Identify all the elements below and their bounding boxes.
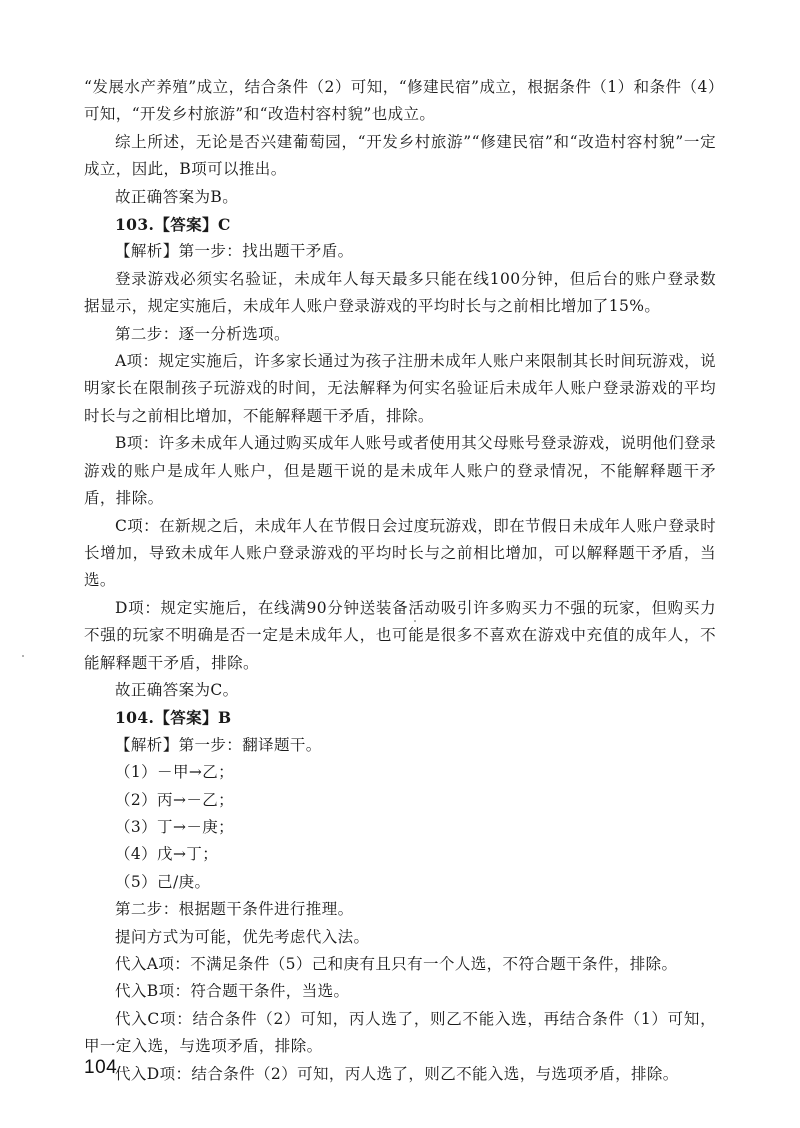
paragraph-q104-option-d: 代入D项：结合条件（2）可知，丙人选了，则乙不能入选，与选项矛盾，排除。 — [115, 1064, 679, 1083]
paragraph-q103-step1: 【解析】第一步：找出题干矛盾。 — [115, 242, 354, 261]
paragraph-q103-option-b: B项：许多未成年人通过购买成年人账号或者使用其父母账号登录游戏，说明他们登录游戏的账户是成年人账户，但是题干说的是未成年人账户的登录情况，不能解释题干矛盾，排除。 — [84, 434, 716, 508]
paragraph-q103-option-a: A项：规定实施后，许多家长通过为孩子注册未成年人账户来限制其长时间玩游戏，说明家长在限制孩子玩游戏的时间，无法解释为何实名验证后未成年人账户登录游戏的平均时长与之前相比增加，不能解释题干矛盾，排除。 — [84, 352, 716, 425]
paragraph-q104-step1: 【解析】第一步：翻译题干。 — [115, 735, 322, 754]
condition-3: （3）丁→－庚； — [115, 817, 235, 836]
paragraph-q103-contradiction: 登录游戏必须实名验证，未成年人每天最多只能在线100分钟，但后台的账户登录数据显示，规定实施后，未成年人账户登录游戏的平均时长与之前相比增加了15%。 — [84, 269, 716, 316]
paragraph-q103-option-c: C项：在新规之后，未成年人在节假日会过度玩游戏，即在节假日未成年人账户登录时长增加，导致未成年人账户登录游戏的平均时长与之前相比增加，可以解释题干矛盾，当选。 — [84, 516, 716, 590]
paragraph-q104-option-b: 代入B项：符合题干条件，当选。 — [115, 982, 350, 1001]
condition-2: （2）丙→－乙； — [115, 790, 235, 809]
heading-q104-answer: 104.【答案】B — [115, 708, 232, 728]
paragraph-q104-method: 提问方式为可能，优先考虑代入法。 — [115, 927, 370, 946]
condition-5: （5）己/庚。 — [115, 872, 211, 891]
paragraph-q102-answer: 故正确答案为B。 — [115, 187, 239, 206]
scan-speck — [414, 620, 416, 622]
page-number: 104 — [84, 1057, 118, 1078]
paragraph-q104-option-a: 代入A项：不满足条件（5）己和庚有且只有一个人选，不符合题干条件，排除。 — [115, 955, 678, 973]
paragraph-q104-step2: 第二步：根据题干条件进行推理。 — [115, 900, 354, 919]
condition-4: （4）戊→丁； — [115, 845, 219, 864]
paragraph-q104-option-c: 代入C项：结合条件（2）可知，丙人选了，则乙不能入选，再结合条件（1）可知，甲一定入选，与选项矛盾，排除。 — [84, 1009, 716, 1056]
page-body — [84, 74, 716, 1088]
condition-1: （1）－甲→乙； — [115, 763, 235, 782]
paragraph-q103-answer: 故正确答案为C。 — [115, 680, 239, 699]
heading-q103-answer: 103.【答案】C — [115, 215, 231, 235]
scan-speck — [22, 655, 24, 657]
paragraph-q102-summary: 综上所述，无论是否兴建葡萄园，“开发乡村旅游”“修建民宿”和“改造村容村貌”一定成立，因此，B项可以推出。 — [84, 132, 716, 179]
paragraph-q102-continued: “发展水产养殖”成立，结合条件（2）可知，“修建民宿”成立，根据条件（1）和条件（4）可知，“开发乡村旅游”和“改造村容村貌”也成立。 — [84, 78, 716, 124]
paragraph-q103-option-d: D项：规定实施后，在线满90分钟送装备活动吸引许多购买力不强的玩家，但购买力不强的玩家不明确是否一定是未成年人，也可能是很多不喜欢在游戏中充值的成年人，不能解释题干矛盾，排除。 — [84, 598, 716, 672]
paragraph-q103-step2: 第二步：逐一分析选项。 — [115, 324, 290, 343]
